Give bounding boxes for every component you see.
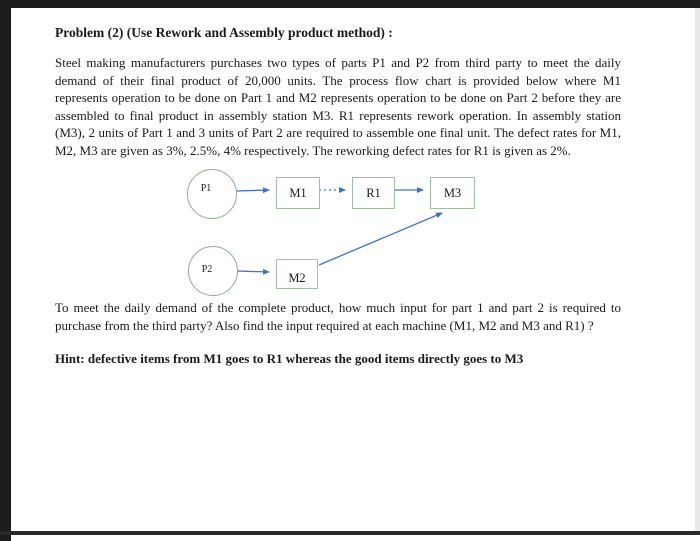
scan-edge-bottom [0, 531, 700, 535]
arrow-m2-to-m3 [319, 213, 442, 265]
node-m3 [430, 177, 475, 209]
scan-edge-right [695, 8, 700, 531]
arrow-p2-to-m2 [237, 271, 269, 272]
node-m2-label: M2 [288, 271, 306, 285]
scan-edge-top [0, 0, 700, 8]
arrow-p1-to-m1 [236, 190, 269, 191]
node-m3-label: M3 [443, 185, 462, 200]
hint-text: Hint: defective items from M1 goes to R1 whereas the good items directly goes to M3 [55, 351, 524, 366]
node-p2-label: P2 [201, 263, 213, 275]
problem-title: Problem (2) (Use Rework and Assembly product method) : [55, 25, 393, 40]
node-p1-label: P1 [200, 182, 212, 194]
question-paragraph: To meet the daily demand of the complete product, how much input for part 1 and part 2 is required to purchase from the third party? Also find the input required at each machine (M1, M2 and M3 and R1) ? [55, 300, 621, 333]
problem-statement: Steel making manufacturers purchases two types of parts P1 and P2 from third party to meet the daily demand of their final product of 20,000 units. The process flow chart is provided below where M1 represents operation to be done on Part 1 and M2 represents operation to be done on Part 2 before they are assembled to final product in assembly station M3. R1 represents rework operation. In assembly station (M3), 2 units of Part 1 and 3 units of Part 2 are required to assemble one final unit. The defect rates for M1, M2, M3 are given as 3%, 2.5%, 4% respectively. The reworking defect rates for R1 is given as 2%. [55, 55, 621, 158]
node-m1 [276, 177, 320, 209]
node-m2 [276, 259, 318, 289]
node-m1-label: M1 [289, 185, 307, 200]
node-r1-label: R1 [366, 185, 381, 200]
flow-arrows [55, 165, 621, 297]
scan-edge-left [0, 0, 11, 541]
node-p1 [187, 169, 237, 219]
document-content [55, 24, 621, 368]
node-p2 [188, 246, 238, 296]
process-flow-diagram [55, 165, 621, 297]
node-r1 [352, 177, 395, 209]
